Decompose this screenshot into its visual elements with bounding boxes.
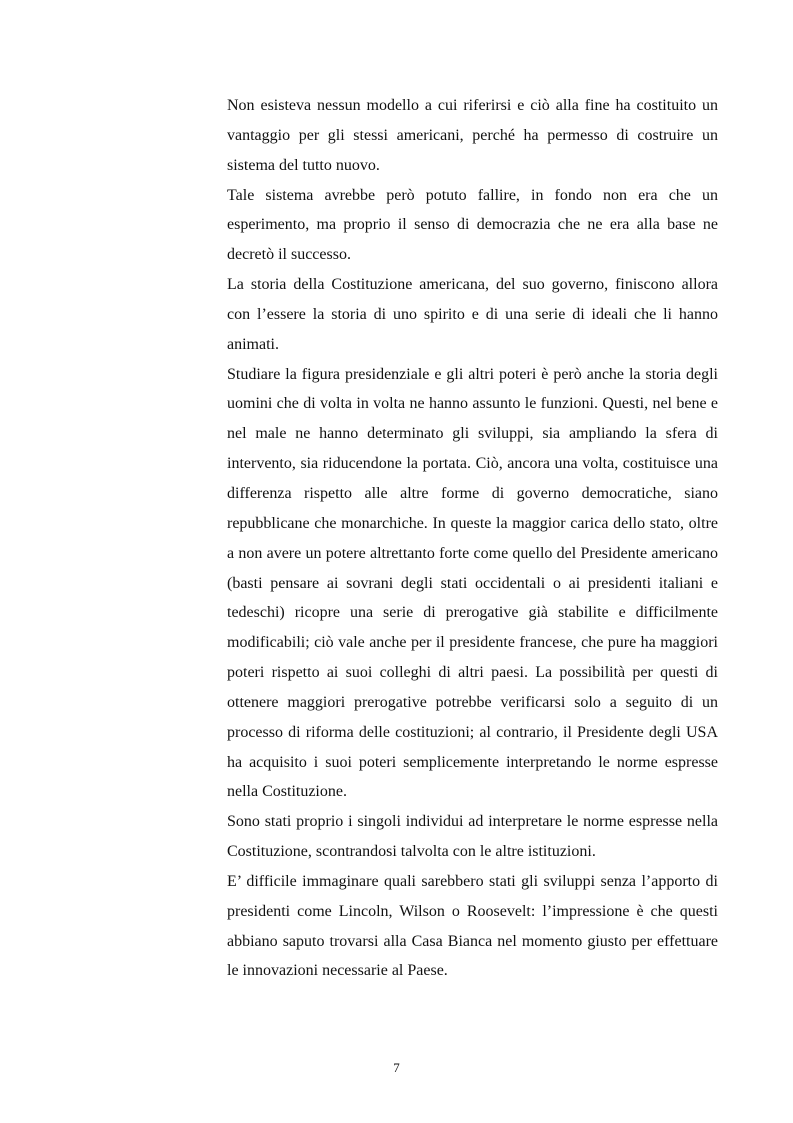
body-text bbox=[227, 91, 718, 986]
paragraph-3: La storia della Costituzione americana, del suo governo, finiscono allora con l’essere la storia di uno spirito e di una serie di ideali che li hanno animati. bbox=[227, 276, 718, 353]
paragraph-4: Studiare la figura presidenziale e gli altri poteri è però anche la storia degli uomini che di volta in volta ne hanno assunto le funzioni. Questi, nel bene e nel male ne hanno determinato gli sviluppi, sia ampliando la sfera di intervento, sia riducendone la portata. Ciò, ancora una volta, costituisce una differenza rispetto alle altre forme di governo democratiche, siano repubblicane che monarchiche. In queste la maggior carica dello stato, oltre a non avere un potere altrettanto forte come quello del Presidente americano (basti pensare ai sovrani degli stati occidentali o ai presidenti italiani e tedeschi) ricopre una serie di prerogative già stabilite e difficilmente modificabili; ciò vale anche per il presidente francese, che pure ha maggiori poteri rispetto ai suoi colleghi di altri paesi. La possibilità per questi di ottenere maggiori prerogative potrebbe verificarsi solo a seguito di un processo di riforma delle costituzioni; al contrario, il Presidente degli USA ha acquisito i suoi poteri semplicemente interpretando le norme espresse nella Costituzione. bbox=[227, 365, 718, 801]
paragraph-1: Non esisteva nessun modello a cui riferirsi e ciò alla fine ha costituito un vantaggio per gli stessi americani, perché ha permesso di costruire un sistema del tutto nuovo. bbox=[227, 97, 718, 174]
page-number: 7 bbox=[393, 1060, 400, 1075]
paragraph-2: Tale sistema avrebbe però potuto fallire, in fondo non era che un esperimento, ma proprio il senso di democrazia che ne era alla base ne decretò il successo. bbox=[227, 186, 718, 264]
paragraph-6: E’ difficile immaginare quali sarebbero stati gli sviluppi senza l’apporto di presidenti come Lincoln, Wilson o Roosevelt: l’impressione è che questi abbiano saputo trovarsi alla Casa Bianca nel momento giusto per effettuare le innovazioni necessarie al Paese. bbox=[227, 872, 718, 980]
paragraph-5: Sono stati proprio i singoli individui ad interpretare le norme espresse nella Costituzione, scontrandosi talvolta con le altre istituzioni. bbox=[227, 813, 718, 861]
